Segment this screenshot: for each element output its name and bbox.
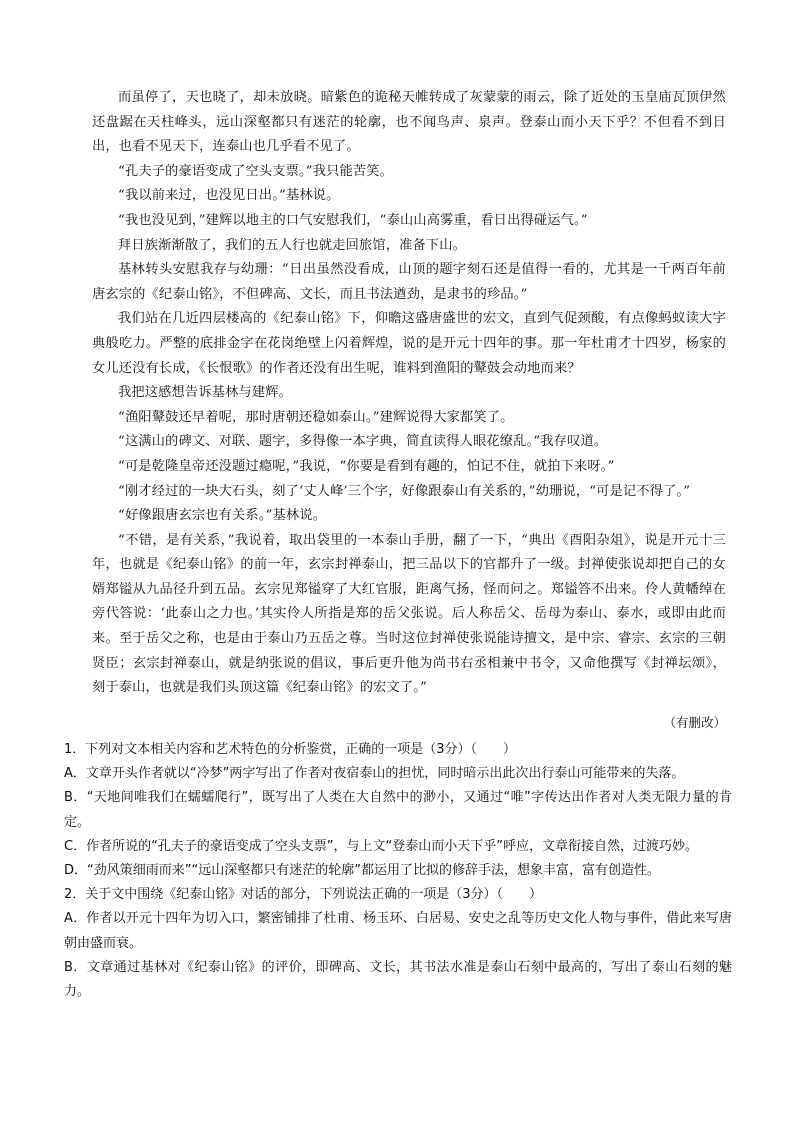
answer-option-c: C．作者所说的“孔夫子的豪语变成了空头支票”，与上文“登泰山而小天下乎”呼应，文章衔接自然，过渡巧妙。	[64, 838, 699, 854]
answer-option-b: B．文章通过基林对《纪泰山铭》的评价，即碑高、文长，其书法水准是泰山石刻中最高的，写出了泰山石刻的魅力。	[64, 959, 732, 1000]
passage-paragraph: “渔阳鼙鼓还早着呢，那时唐朝还稳如泰山。”建辉说得大家都笑了。	[118, 409, 514, 425]
reading-passage	[92, 86, 726, 701]
question-2	[64, 883, 732, 1004]
passage-paragraph: “我也没见到，”建辉以地主的口气安慰我们，“泰山山高雾重，看日出得碰运气。”	[118, 212, 588, 228]
question-section	[64, 738, 732, 1004]
source-note: （有删改）	[663, 715, 726, 730]
passage-paragraph: “孔夫子的豪语变成了空头支票。”我只能苦笑。	[118, 163, 394, 179]
passage-paragraph: 我把这感想告诉基林与建辉。	[118, 385, 293, 401]
question-stem: 1．下列对文本相关内容和艺术特色的分析鉴赏，正确的一项是（3分）（ ）	[64, 742, 517, 757]
passage-paragraph: 我们站在几近四层楼高的《纪泰山铭》下，仰瞻这盛唐盛世的宏文，直到气促颈酸，有点像蚂蚁读大字典般吃力。严整的底排金字在花岗绝壁上闪着辉煌，说的是开元十四年的事。那一年杜甫才十四岁，杨家的女儿还没有长成，《长恨歌》的作者还没有出生呢，谁料到渔阳的鼙鼓会动地而来？	[92, 311, 726, 376]
passage-paragraph: “我以前来过，也没见日出。”基林说。	[118, 188, 340, 204]
question-stem: 2．关于文中围绕《纪泰山铭》对话的部分，下列说法正确的一项是（3分）（ ）	[64, 887, 543, 903]
passage-paragraph: “不错，是有关系，”我说着，取出袋里的一本泰山手册，翻了一下，“典出《酉阳杂俎》，说是开元十三年，也就是《纪泰山铭》的前一年，玄宗封禅泰山，把三品以下的官都升了一级。封禅使张说却把自己的女婿郑镒从九品径升到五品。玄宗见郑镒穿了大红官服，距离气扬，怪而问之。郑镒答不出来。伶人黄幡绰在旁代答说：‘此泰山之力也。’其实伶人所指是郑的岳父张说。后人称岳父、岳母为泰山、泰水，或即由此而来。至于岳父之称，也是由于泰山乃五岳之尊。当时这位封禅使张说能诗擅文，是中宗、睿宗、玄宗的三朝贤臣；玄宗封禅泰山，就是纳张说的倡议，事后更升他为尚书右丞相兼中书令，又命他撰写《封禅坛颂》，刻于泰山，也就是我们头顶这篇《纪泰山铭》的宏文了。”	[92, 532, 726, 696]
passage-paragraph: 而虽停了，天也晓了，却未放晓。暗紫色的诡秘天帷转成了灰蒙蒙的雨云，除了近处的玉皇庙瓦顶伊然还盘踞在天柱峰头，远山深壑都只有迷茫的轮廓，也不闻鸟声、泉声。登泰山而小天下乎？不但看不到日出，也看不见天下，连泰山也几乎看不见了。	[92, 90, 726, 155]
passage-paragraph: “好像跟唐玄宗也有关系。”基林说。	[118, 508, 327, 524]
passage-paragraph: “刚才经过的一块大石头，刻了‘丈人峰’三个字，好像跟泰山有关系的，”幼珊说，“可是记不得了。”	[118, 483, 691, 499]
answer-option-a: A．文章开头作者就以“冷梦”两字写出了作者对夜宿泰山的担忧，同时暗示出此次出行泰山可能带来的失落。	[64, 766, 685, 782]
passage-paragraph: “这满山的碑文、对联、题字，多得像一本字典，简直读得人眼花缭乱。”我存叹道。	[118, 434, 608, 450]
answer-option-a: A．作者以开元十四年为切入口，繁密铺排了杜甫、杨玉环、白居易、安史之乱等历史文化人物与事件，借此来写唐朝由盛而衰。	[64, 911, 732, 951]
passage-paragraph: “可是乾隆皇帝还没题过瘾呢，”我说，“你要是看到有趣的，怕记不住，就拍下来呀。”	[118, 458, 615, 474]
answer-option-d: D．“劲风策细雨而来”“远山深壑都只有迷茫的轮廓”都运用了比拟的修辞手法，想象丰富，富有创造性。	[64, 863, 660, 879]
passage-paragraph: 基林转头安慰我存与幼珊：“日出虽然没看成，山顶的题字刻石还是值得一看的，尤其是一千两百年前唐玄宗的《纪泰山铭》，不但碑高、文长，而且书法遒劲，是隶书的珍品。”	[92, 262, 726, 302]
answer-option-b: B．“天地间唯我们在蠕蠕爬行”，既写出了人类在大自然中的渺小，又通过“唯”字传达出作者对人类无限力量的肯定。	[64, 790, 732, 830]
passage-paragraph: 拜日族渐渐散了，我们的五人行也就走回旅馆，准备下山。	[118, 237, 467, 253]
question-1	[64, 738, 732, 883]
